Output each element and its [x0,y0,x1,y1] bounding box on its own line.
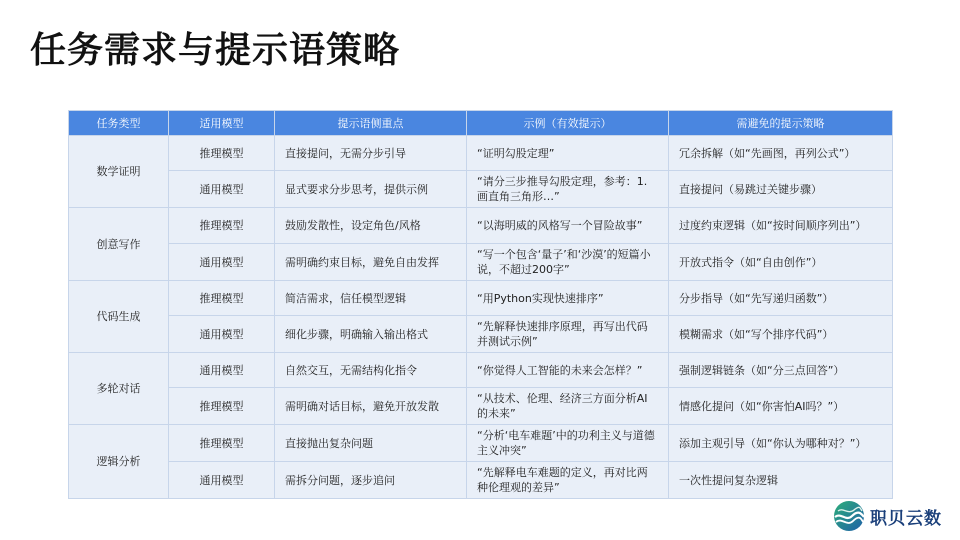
avoid-cell: 过度约束逻辑（如“按时间顺序列出”） [669,208,893,244]
model-cell: 通用模型 [169,353,275,388]
focus-cell: 需明确约束目标，避免自由发挥 [275,244,467,281]
focus-cell: 需拆分问题，逐步追问 [275,462,467,499]
focus-cell: 鼓励发散性，设定角色/风格 [275,208,467,244]
avoid-cell: 直接提问（易跳过关键步骤） [669,171,893,208]
model-cell: 通用模型 [169,316,275,353]
avoid-cell: 模糊需求（如“写个排序代码”） [669,316,893,353]
focus-cell: 细化步骤，明确输入输出格式 [275,316,467,353]
focus-cell: 直接提问，无需分步引导 [275,136,467,171]
avoid-cell: 开放式指令（如“自由创作”） [669,244,893,281]
focus-cell: 需明确对话目标，避免开放发散 [275,388,467,425]
table-row [69,316,893,353]
model-cell: 推理模型 [169,136,275,171]
example-cell: “分析‘电车难题’中的功利主义与道德主义冲突” [467,425,669,462]
avoid-cell: 强制逻辑链条（如“分三点回答”） [669,353,893,388]
header-example: 示例（有效提示） [467,111,669,136]
table-row [69,281,893,316]
model-cell: 通用模型 [169,462,275,499]
header-model: 适用模型 [169,111,275,136]
table-row [69,136,893,171]
table-row [69,171,893,208]
model-cell: 推理模型 [169,281,275,316]
strategy-table-container [68,110,892,499]
brand-logo [832,499,942,533]
table-row [69,462,893,499]
model-cell: 推理模型 [169,208,275,244]
example-cell: “用Python实现快速排序” [467,281,669,316]
header-task-type: 任务类型 [69,111,169,136]
table-row [69,208,893,244]
header-avoid: 需避免的提示策略 [669,111,893,136]
category-cell: 创意写作 [69,208,169,281]
table-row [69,353,893,388]
avoid-cell: 一次性提问复杂逻辑 [669,462,893,499]
avoid-cell: 情感化提问（如“你害怕AI吗？”） [669,388,893,425]
wave-globe-icon [832,499,866,533]
page-title: 任务需求与提示语策略 [30,30,401,71]
table-row [69,388,893,425]
example-cell: “先解释快速排序原理，再写出代码并测试示例” [467,316,669,353]
model-cell: 通用模型 [169,171,275,208]
avoid-cell: 冗余拆解（如“先画图，再列公式”） [669,136,893,171]
model-cell: 推理模型 [169,425,275,462]
example-cell: “从技术、伦理、经济三方面分析AI的未来” [467,388,669,425]
focus-cell: 简洁需求，信任模型逻辑 [275,281,467,316]
focus-cell: 自然交互，无需结构化指令 [275,353,467,388]
example-cell: “写一个包含‘量子’和‘沙漠’的短篇小说，不超过200字” [467,244,669,281]
category-cell: 代码生成 [69,281,169,353]
example-cell: “你觉得人工智能的未来会怎样？” [467,353,669,388]
category-cell: 多轮对话 [69,353,169,425]
focus-cell: 直接抛出复杂问题 [275,425,467,462]
example-cell: “请分三步推导勾股定理，参考：1. 画直角三角形…” [467,171,669,208]
model-cell: 通用模型 [169,244,275,281]
table-header-row [69,111,893,136]
header-focus: 提示语侧重点 [275,111,467,136]
table-row [69,244,893,281]
avoid-cell: 分步指导（如“先写递归函数”） [669,281,893,316]
example-cell: “以海明威的风格写一个冒险故事” [467,208,669,244]
model-cell: 推理模型 [169,388,275,425]
table-row [69,425,893,462]
example-cell: “先解释电车难题的定义，再对比两种伦理观的差异” [467,462,669,499]
focus-cell: 显式要求分步思考，提供示例 [275,171,467,208]
strategy-table [68,110,893,499]
category-cell: 数学证明 [69,136,169,208]
brand-name: 职贝云数 [870,508,942,529]
example-cell: “证明勾股定理” [467,136,669,171]
category-cell: 逻辑分析 [69,425,169,499]
avoid-cell: 添加主观引导（如“你认为哪种对？”） [669,425,893,462]
